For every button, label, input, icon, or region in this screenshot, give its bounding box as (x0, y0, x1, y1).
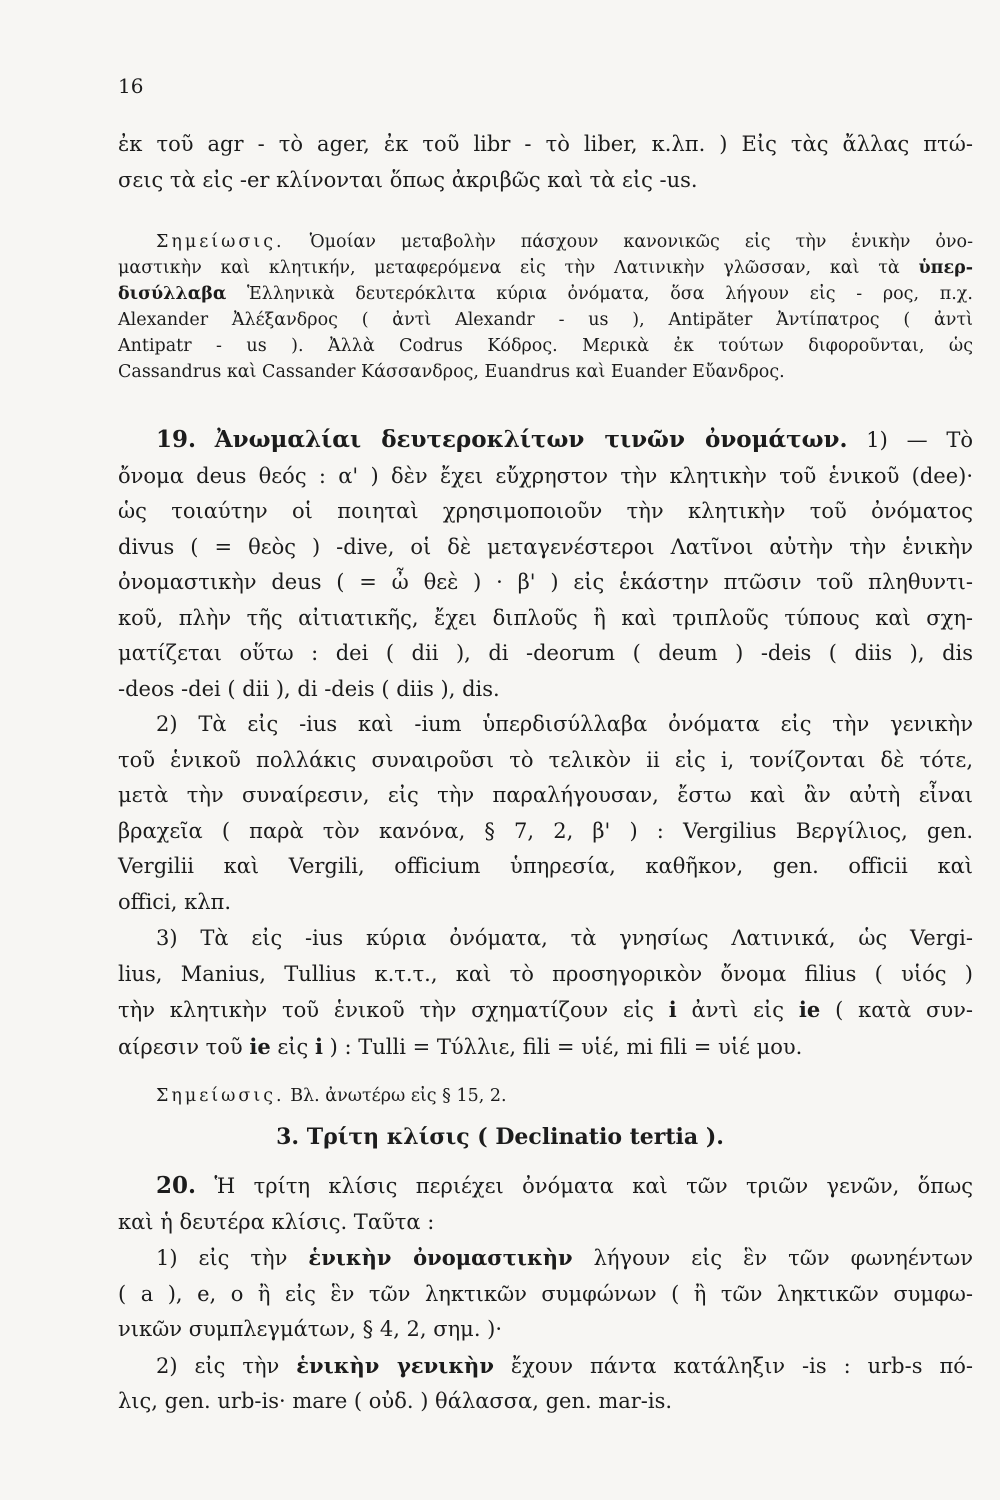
text-run: λήγουν εἰς ἓν τῶν φωνηέντων (593, 1246, 973, 1270)
bold-term: ὑπερ- (918, 258, 973, 278)
text-line: ὄνομα deus θεός : α' ) δὲν ἔχει εὔχρηστον τὴν κλητικὴν τοῦ ἑνικοῦ (dee)· (118, 463, 973, 488)
page-number: 16 (118, 74, 144, 98)
text-line: τοῦ ἑνικοῦ πολλάκις συναιροῦσι τὸ τελικὸν ii εἰς i, τονίζονται δὲ τότε, (118, 747, 973, 772)
text-line: -deos -dei ( dii ), di -deis ( diis ), dis. (118, 676, 500, 701)
text-run: Ἡ τρίτη κλίσις περιέχει ὀνόματα καὶ τῶν τριῶν γενῶν, ὅπως (214, 1174, 973, 1198)
text-line (118, 255, 973, 281)
chapter-heading: 3. Τρίτη κλίσις ( Declinatio tertia ). (276, 1124, 724, 1150)
text-line: λις, gen. urb-is· mare ( οὐδ. ) θάλασσα, gen. mar-is. (118, 1389, 673, 1413)
section-number: 20. (156, 1172, 197, 1199)
text-line: Antipatr - us ). Ἀλλὰ Codrus Κόδρος. Μερικὰ ἐκ τούτων διφοροῦνται, ὡς (118, 336, 973, 356)
bold-term: ἑνικὴν ὀνομαστικὴν (308, 1245, 573, 1270)
text-line: Cassandrus καὶ Cassander Κάσσανδρος, Euandrus καὶ Euander Εὔανδρος. (118, 362, 785, 382)
text-line: μετὰ τὴν συναίρεσιν, εἰς τὴν παραλήγουσαν, ἔστω καὶ ἂν αὐτὴ εἶναι (118, 783, 973, 807)
section-number: 19. (156, 426, 197, 453)
text-line: νικῶν συμπλεγμάτων, § 4, 2, σημ. )· (118, 1317, 503, 1341)
bold-term: δισύλλαβα (118, 284, 227, 304)
text-line: 3) Τὰ εἰς -ius κύρια ὀνόματα, τὰ γνησίως Λατινικά, ὡς Vergi- (156, 926, 973, 950)
bold-term: ie (249, 1033, 271, 1059)
note-text: μαστικὴν καὶ κλητικήν, μεταφερόμενα εἰς τὴν Λατινικὴν γλῶσσαν, καὶ τὰ (118, 258, 900, 278)
text-line: 2) Τὰ εἰς -ius καὶ -ium ὑπερδισύλλαβα ὀνόματα εἰς τὴν γενικὴν (156, 712, 973, 736)
text-line: ὀνομαστικὴν deus ( = ὦ θεὲ ) · β' ) εἰς ἑκάστην πτῶσιν τοῦ πληθυντι- (118, 570, 973, 594)
text-line: κοῦ, πλὴν τῆς αἰτιατικῆς, ἔχει διπλοῦς ἢ καὶ τριπλοῦς τύπους καὶ σχη- (118, 605, 973, 630)
text-line: ἐκ τοῦ agr - τὸ ager, ἐκ τοῦ libr - τὸ liber, κ.λπ. ) Εἰς τὰς ἄλλας πτώ- (118, 132, 973, 156)
text-line (118, 992, 973, 1029)
bold-term: i (314, 1033, 323, 1059)
note-text: Ἑλληνικὰ δευτερόκλιτα κύρια ὀνόματα, ὅσα λήγουν εἰς - ρος, π.χ. (247, 284, 973, 304)
text-line: σεις τὰ εἰς -er κλίνονται ὅπως ἀκριβῶς καὶ τὰ εἰς -us. (118, 167, 698, 192)
text-run: αίρεσιν τοῦ (118, 1034, 243, 1059)
text-run: 1) — Τὸ (866, 428, 973, 452)
text-line: ματίζεται οὕτω : dei ( dii ), di -deorum ( deum ) -deis ( diis ), dis (118, 641, 973, 665)
text-line (118, 281, 973, 307)
text-line (118, 229, 973, 255)
text-line (118, 1168, 973, 1205)
note-text: Ὁμοίαν μεταβολὴν πάσχουν κανονικῶς εἰς τὴν ἑνικὴν ὀνο- (309, 232, 973, 252)
text-line (118, 1240, 973, 1277)
bold-term: i (668, 997, 677, 1022)
text-line: Alexander Ἀλέξανδρος ( ἀντὶ Alexandr - us ), Antipăter Ἀντίπατρος ( ἀντὶ (118, 310, 973, 330)
note-label: Σημείωσις. (156, 232, 285, 252)
bold-term: ie (798, 997, 821, 1022)
text-run: τὴν κλητικὴν τοῦ ἑνικοῦ τὴν σχηματίζουν εἰς (118, 998, 654, 1022)
text-line: Vergilii καὶ Vergili, officium ὑπηρεσία, καθῆκον, gen. officii καὶ (118, 854, 973, 878)
text-run: ) : Tulli = Τύλλιε, fili = υἱέ, mi fili = υἱέ μου. (329, 1034, 803, 1059)
text-line: lius, Manius, Tullius κ.τ.τ., καὶ τὸ προσηγορικὸν ὄνομα filius ( υἱός ) (118, 961, 973, 986)
text-line: βραχεῖα ( παρὰ τὸν κανόνα, § 7, 2, β' ) : Vergilius Βεργίλιος, gen. (118, 818, 973, 843)
text-line (118, 1029, 973, 1066)
item-3-paragraph (118, 921, 973, 1065)
note-paragraph (118, 229, 973, 385)
continuation-paragraph (118, 127, 973, 198)
section-heading-line (118, 422, 973, 459)
section-20 (118, 1168, 973, 1420)
item-2-paragraph (118, 707, 973, 920)
text-run: ἔχουν πάντα κατάληξιν -is : urb-s πό- (510, 1353, 973, 1378)
text-line: ( a ), e, o ἢ εἰς ἓν τῶν ληκτικῶν συμφώνων ( ἢ τῶν ληκτικῶν συμφω- (118, 1281, 973, 1306)
text-run: 1) εἰς τὴν (156, 1246, 288, 1270)
bold-term: ἑνικὴν γενικὴν (296, 1352, 494, 1378)
note-2 (118, 1083, 973, 1109)
text-line: ὡς τοιαύτην οἱ ποιηταὶ χρησιμοποιοῦν τὴν κλητικὴν τοῦ ὀνόματος (118, 499, 973, 523)
text-line: καὶ ἡ δευτέρα κλίσις. Ταῦτα : (118, 1209, 435, 1234)
text-run: ἀντὶ εἰς (691, 998, 785, 1022)
note-label: Σημείωσις. (156, 1086, 285, 1106)
text-line: divus ( = θεὸς ) -dive, οἱ δὲ μεταγενέστεροι Λατῖνοι αὐτὴν τὴν ἑνικὴν (118, 534, 973, 559)
text-line (118, 1083, 973, 1109)
note-text: Βλ. ἀνωτέρω εἰς § 15, 2. (290, 1086, 507, 1106)
text-line: offici, κλπ. (118, 889, 232, 914)
text-run: εἰς (277, 1034, 309, 1059)
section-19 (118, 422, 973, 707)
section-title: Ἀνωμαλίαι δευτεροκλίτων τινῶν ὀνομάτων. (214, 426, 848, 453)
text-run: 2) εἰς τὴν (156, 1353, 280, 1378)
text-run: ( κατὰ συν- (835, 998, 973, 1022)
text-line (118, 1348, 973, 1385)
